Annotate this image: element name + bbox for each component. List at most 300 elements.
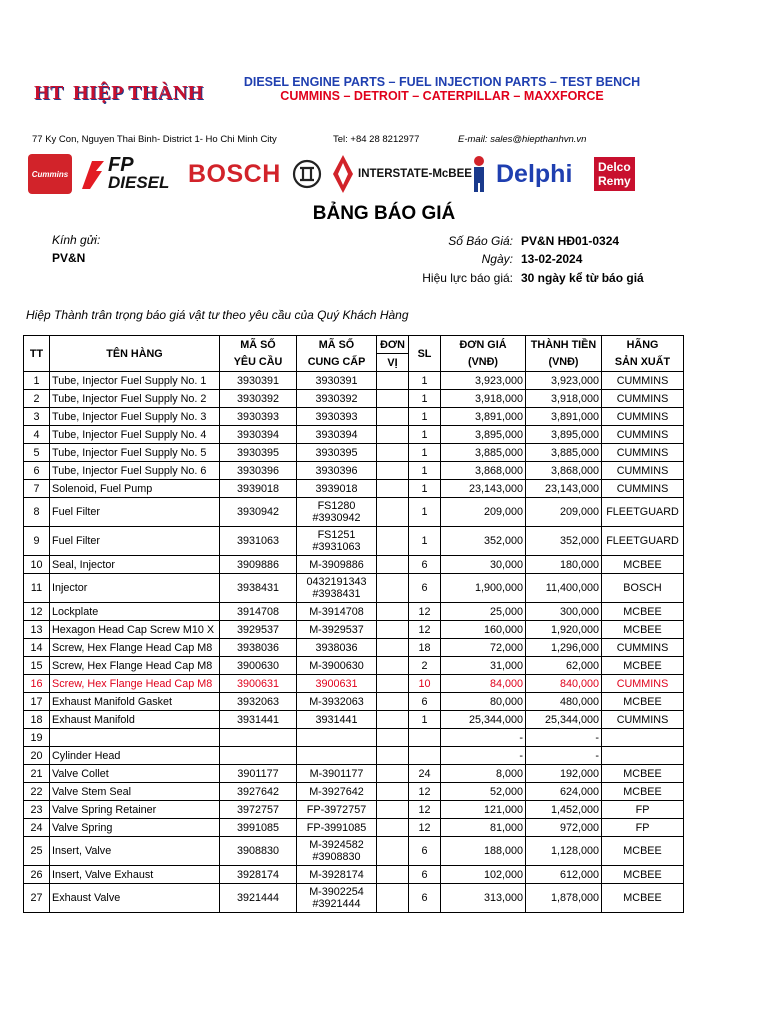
cell-unit [377,444,409,462]
cell-total: 3,895,000 [526,426,602,444]
cell-name: Exhaust Valve [50,884,220,913]
col-price-2: (VNĐ) [441,354,526,372]
cell-tt: 15 [24,657,50,675]
cell-sup-code [297,884,377,913]
table-row [24,837,684,866]
cell-price: 30,000 [441,556,526,574]
fp-diesel-logo [80,150,169,198]
cell-name: Screw, Hex Flange Head Cap M8 [50,639,220,657]
cell-maker: MCBEE [602,765,684,783]
cell-unit [377,527,409,556]
cell-total: 1,920,000 [526,621,602,639]
cell-req-code: 3927642 [220,783,297,801]
cell-sup-code-line1: 0432191343 [306,576,367,588]
cell-tt: 10 [24,556,50,574]
cell-tt: 6 [24,462,50,480]
table-row [24,527,684,556]
delphi-logo: Delphi [496,159,573,188]
cell-qty: 6 [409,556,441,574]
cell-price: 23,143,000 [441,480,526,498]
cell-name: Tube, Injector Fuel Supply No. 4 [50,426,220,444]
cell-maker: MCBEE [602,693,684,711]
cell-sup-code: 3900631 [297,675,377,693]
cell-req-code: 3938036 [220,639,297,657]
cell-qty: 1 [409,408,441,426]
cell-price: 80,000 [441,693,526,711]
cell-sup-code: 3930395 [297,444,377,462]
cell-tt: 12 [24,603,50,621]
cell-qty: 1 [409,390,441,408]
table-row [24,603,684,621]
company-tel: Tel: +84 28 8212977 [333,134,420,145]
cell-tt: 9 [24,527,50,556]
cell-sup-code: 3939018 [297,480,377,498]
recipient-label: Kính gửi: [52,233,101,247]
cell-total: 25,344,000 [526,711,602,729]
cell-sup-code: 3938036 [297,639,377,657]
cell-sup-code [297,498,377,527]
cell-tt: 3 [24,408,50,426]
cell-total: 11,400,000 [526,574,602,603]
table-row [24,621,684,639]
cell-req-code: 3991085 [220,819,297,837]
cell-maker: FLEETGUARD [602,498,684,527]
cell-name: Valve Spring Retainer [50,801,220,819]
table-row [24,693,684,711]
table-row [24,675,684,693]
cell-sup-code [297,729,377,747]
cell-sup-code: M-3927642 [297,783,377,801]
cell-price: 209,000 [441,498,526,527]
table-row [24,884,684,913]
cell-req-code: 3930396 [220,462,297,480]
table-row [24,747,684,765]
cell-tt: 25 [24,837,50,866]
cell-req-code: 3938431 [220,574,297,603]
cell-total: 1,296,000 [526,639,602,657]
cell-sup-code-line2: #3930942 [312,512,361,524]
cell-maker: CUMMINS [602,426,684,444]
interstate-logo-text: INTERSTATE-McBEE [358,168,472,180]
delco-logo-top: Delco [598,160,631,174]
cell-name: Cylinder Head [50,747,220,765]
cell-qty: 1 [409,444,441,462]
cell-unit [377,639,409,657]
table-row [24,372,684,390]
cell-sup-code-line1: FS1280 [317,500,356,512]
cell-req-code: 3932063 [220,693,297,711]
col-tt: TT [24,336,50,372]
cell-sup-code: M-3928174 [297,866,377,884]
cell-sup-code: M-3900630 [297,657,377,675]
cell-name: Fuel Filter [50,527,220,556]
cell-maker: CUMMINS [602,639,684,657]
cell-maker: BOSCH [602,574,684,603]
cell-sup-code: M-3929537 [297,621,377,639]
cell-qty: 1 [409,426,441,444]
cell-sup-code: 3930396 [297,462,377,480]
delco-remy-logo [594,150,635,198]
cell-sup-code [297,837,377,866]
cell-req-code [220,729,297,747]
cell-maker: MCBEE [602,621,684,639]
cell-qty: 12 [409,621,441,639]
cell-unit [377,574,409,603]
cell-price: 121,000 [441,801,526,819]
cell-total: 180,000 [526,556,602,574]
cell-unit [377,819,409,837]
cell-req-code: 3900631 [220,675,297,693]
cell-sup-code: M-3901177 [297,765,377,783]
cell-name: Valve Collet [50,765,220,783]
document-title: BẢNG BÁO GIÁ [312,203,456,224]
cell-name: Tube, Injector Fuel Supply No. 3 [50,408,220,426]
cell-name: Screw, Hex Flange Head Cap M8 [50,675,220,693]
cell-price: 188,000 [441,837,526,866]
cell-unit [377,556,409,574]
fp-logo-top: FP [108,154,134,176]
cell-sup-code: 3930391 [297,372,377,390]
cell-req-code: 3931441 [220,711,297,729]
cell-maker: CUMMINS [602,675,684,693]
cell-name: Exhaust Manifold Gasket [50,693,220,711]
cell-req-code: 3921444 [220,884,297,913]
cell-name: Tube, Injector Fuel Supply No. 1 [50,372,220,390]
cell-tt: 16 [24,675,50,693]
col-name: TÊN HÀNG [50,336,220,372]
company-address: 77 Ky Con, Nguyen Thai Binh- District 1- Ho Chi Minh City [32,134,277,145]
cell-sup-code: M-3909886 [297,556,377,574]
cell-name: Tube, Injector Fuel Supply No. 5 [50,444,220,462]
interstate-diamond-icon [332,154,354,194]
cell-req-code: 3909886 [220,556,297,574]
cell-tt: 20 [24,747,50,765]
cell-total: 3,918,000 [526,390,602,408]
table-row [24,444,684,462]
cell-qty: 1 [409,498,441,527]
cell-maker: CUMMINS [602,408,684,426]
intro-text: Hiệp Thành trân trọng báo giá vật tư theo yêu cầu của Quý Khách Hàng [26,308,409,322]
cell-qty: 1 [409,372,441,390]
cell-total: 3,868,000 [526,462,602,480]
col-maker-2: SẢN XUẤT [602,354,684,372]
cell-maker: FP [602,801,684,819]
cell-name: Injector [50,574,220,603]
table-row [24,639,684,657]
table-row [24,783,684,801]
cell-req-code: 3930942 [220,498,297,527]
cell-total: 23,143,000 [526,480,602,498]
cell-req-code: 3939018 [220,480,297,498]
cell-maker: CUMMINS [602,444,684,462]
cell-total: 1,128,000 [526,837,602,866]
cell-name: Hexagon Head Cap Screw M10 X [50,621,220,639]
cell-name: Solenoid, Fuel Pump [50,480,220,498]
table-row [24,426,684,444]
cell-req-code: 3930393 [220,408,297,426]
cell-qty: 12 [409,603,441,621]
interstate-mcbee-logo [332,150,472,198]
cell-name: Valve Spring [50,819,220,837]
cell-qty [409,729,441,747]
cell-tt: 13 [24,621,50,639]
cell-total: 192,000 [526,765,602,783]
cell-tt: 14 [24,639,50,657]
cell-sup-code-line1: M-3902254 [309,886,364,898]
company-logo [34,82,204,105]
company-email: E-mail: sales@hiepthanhvn.vn [458,134,587,145]
cell-unit [377,711,409,729]
cell-qty: 6 [409,574,441,603]
cell-unit [377,884,409,913]
delco-logo-bottom: Remy [598,174,631,188]
cell-unit [377,408,409,426]
cell-unit [377,729,409,747]
quote-number-label: Số Báo Giá: [448,234,513,248]
cell-unit [377,621,409,639]
cell-total: 3,923,000 [526,372,602,390]
cell-qty: 12 [409,801,441,819]
cell-price: 3,891,000 [441,408,526,426]
cell-sup-code [297,574,377,603]
cell-qty: 6 [409,837,441,866]
cell-sup-code: M-3932063 [297,693,377,711]
brand-logos [24,150,644,198]
col-req-code: MÃ SỐ [220,336,297,354]
cell-qty: 6 [409,866,441,884]
cell-req-code: 3930391 [220,372,297,390]
cell-name: Insert, Valve Exhaust [50,866,220,884]
cell-total: 3,891,000 [526,408,602,426]
cell-maker: CUMMINS [602,390,684,408]
table-row [24,480,684,498]
cell-price: 52,000 [441,783,526,801]
cell-price: 3,885,000 [441,444,526,462]
cell-tt: 1 [24,372,50,390]
cell-req-code: 3908830 [220,837,297,866]
cell-maker: MCBEE [602,837,684,866]
cell-tt: 5 [24,444,50,462]
cell-price: 313,000 [441,884,526,913]
bosch-logo: BOSCH [188,159,281,188]
table-header-row [24,336,684,354]
cell-req-code: 3900630 [220,657,297,675]
cell-name: Seal, Injector [50,556,220,574]
cell-sup-code-line2: #3931063 [312,541,361,553]
mascot-icon [469,150,489,198]
cell-qty: 1 [409,480,441,498]
cell-name: Insert, Valve [50,837,220,866]
cell-price: 160,000 [441,621,526,639]
cell-unit [377,426,409,444]
cell-unit [377,675,409,693]
cell-name [50,729,220,747]
cell-tt: 19 [24,729,50,747]
cell-price: 84,000 [441,675,526,693]
cell-sup-code: 3930393 [297,408,377,426]
table-row [24,498,684,527]
cell-qty: 1 [409,527,441,556]
table-row [24,574,684,603]
cell-maker: MCBEE [602,556,684,574]
cell-total: 352,000 [526,527,602,556]
cell-price: 352,000 [441,527,526,556]
cell-unit [377,657,409,675]
cell-qty: 2 [409,657,441,675]
cell-price: 8,000 [441,765,526,783]
col-sup-code-2: CUNG CẤP [297,354,377,372]
cell-qty: 24 [409,765,441,783]
cell-maker: CUMMINS [602,480,684,498]
cell-price: - [441,729,526,747]
cell-sup-code-line1: M-3924582 [309,839,364,851]
cell-price: 1,900,000 [441,574,526,603]
table-row [24,729,684,747]
quotation-table [23,335,684,913]
cell-req-code [220,747,297,765]
cell-sup-code: FP-3972757 [297,801,377,819]
cummins-logo-text: Cummins [31,169,69,179]
table-row [24,866,684,884]
recipient-value: PV&N [52,251,86,265]
cell-unit [377,390,409,408]
quote-number-value: PV&N HĐ01-0324 [521,234,620,248]
cell-qty: 6 [409,693,441,711]
cell-sup-code: 3931441 [297,711,377,729]
fp-swoosh-icon [80,157,106,191]
table-row [24,462,684,480]
cell-name: Tube, Injector Fuel Supply No. 6 [50,462,220,480]
cell-maker: FLEETGUARD [602,527,684,556]
cell-qty: 6 [409,884,441,913]
cell-tt: 26 [24,866,50,884]
cell-tt: 8 [24,498,50,527]
cell-maker [602,729,684,747]
table-row [24,556,684,574]
cell-maker: MCBEE [602,783,684,801]
cell-unit [377,480,409,498]
cell-tt: 2 [24,390,50,408]
cell-qty: 1 [409,462,441,480]
cell-tt: 23 [24,801,50,819]
cell-req-code: 3928174 [220,866,297,884]
cell-price: 72,000 [441,639,526,657]
cell-unit [377,866,409,884]
cell-req-code: 3901177 [220,765,297,783]
cell-name: Valve Stem Seal [50,783,220,801]
cell-total: 3,885,000 [526,444,602,462]
col-unit: ĐƠN [377,336,409,354]
cell-tt: 21 [24,765,50,783]
cell-sup-code-line2: #3908830 [312,851,361,863]
cell-qty: 1 [409,711,441,729]
cell-qty [409,747,441,765]
cell-sup-code-line1: FS1251 [317,529,356,541]
cell-total: - [526,747,602,765]
cell-req-code: 3930394 [220,426,297,444]
cell-price: 81,000 [441,819,526,837]
col-price: ĐƠN GIÁ [441,336,526,354]
cell-price: - [441,747,526,765]
cell-sup-code [297,747,377,765]
logo-short: HT [34,82,64,104]
cell-total: 1,452,000 [526,801,602,819]
cell-price: 3,868,000 [441,462,526,480]
cell-maker: MCBEE [602,657,684,675]
tagline-parts: DIESEL ENGINE PARTS – FUEL INJECTION PARTS – TEST BENCH [243,75,641,89]
cell-total: 840,000 [526,675,602,693]
col-maker: HÃNG [602,336,684,354]
cell-price: 25,344,000 [441,711,526,729]
cell-sup-code-line2: #3921444 [312,898,361,910]
cell-sup-code: 3930394 [297,426,377,444]
cell-total: 62,000 [526,657,602,675]
cell-maker [602,747,684,765]
col-total: THÀNH TIỀN [526,336,602,354]
table-row [24,801,684,819]
cell-price: 102,000 [441,866,526,884]
cell-qty: 10 [409,675,441,693]
col-sup-code: MÃ SỐ [297,336,377,354]
cell-qty: 12 [409,819,441,837]
cell-req-code: 3929537 [220,621,297,639]
table-body [24,372,684,913]
cell-sup-code: M-3914708 [297,603,377,621]
table-row [24,819,684,837]
cummins-logo [28,150,72,198]
cell-total: 972,000 [526,819,602,837]
cell-qty: 18 [409,639,441,657]
cell-tt: 11 [24,574,50,603]
cell-maker: MCBEE [602,603,684,621]
cell-sup-code-line2: #3938431 [312,588,361,600]
quote-validity-label: Hiệu lực báo giá: [422,271,513,285]
col-req-code-2: YÊU CẦU [220,354,297,372]
cell-req-code: 3930392 [220,390,297,408]
cell-name: Fuel Filter [50,498,220,527]
cell-name: Exhaust Manifold [50,711,220,729]
cell-total: - [526,729,602,747]
cell-total: 300,000 [526,603,602,621]
cell-tt: 27 [24,884,50,913]
cell-unit [377,498,409,527]
cell-unit [377,765,409,783]
cell-maker: MCBEE [602,884,684,913]
cell-req-code: 3930395 [220,444,297,462]
quote-validity-value: 30 ngày kể từ báo giá [521,271,644,285]
col-qty: SL [409,336,441,372]
cell-unit [377,462,409,480]
cell-tt: 22 [24,783,50,801]
cell-req-code: 3931063 [220,527,297,556]
cell-unit [377,783,409,801]
cell-total: 209,000 [526,498,602,527]
table-row [24,390,684,408]
cell-price: 3,895,000 [441,426,526,444]
cell-req-code: 3972757 [220,801,297,819]
cell-name: Lockplate [50,603,220,621]
cell-unit [377,372,409,390]
fp-logo-bottom: DIESEL [108,173,170,192]
table-row [24,711,684,729]
cell-total: 1,878,000 [526,884,602,913]
cell-tt: 24 [24,819,50,837]
quote-date-value: 13-02-2024 [521,252,583,266]
cell-maker: CUMMINS [602,711,684,729]
cell-sup-code [297,527,377,556]
table-row [24,657,684,675]
table-row [24,765,684,783]
